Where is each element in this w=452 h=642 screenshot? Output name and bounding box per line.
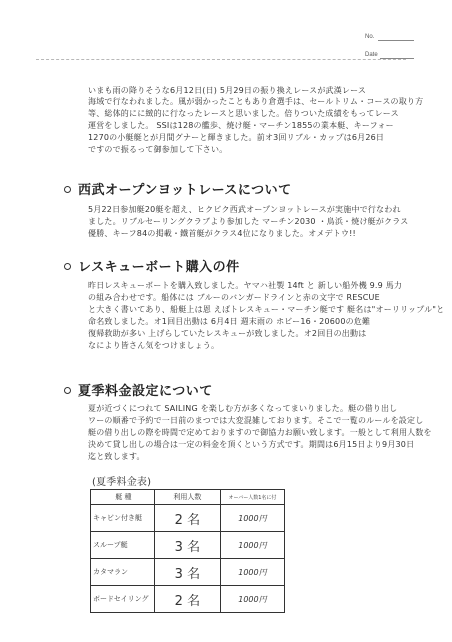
fee-cell: 1000円 [220, 559, 284, 586]
intro-line: 海域で行なわれました。風が弱かったこともあり倉選手は、セールトリム・コースの取り方 [88, 97, 424, 106]
fee-table-header: 艇 種 [91, 490, 155, 505]
intro-line: 1270の小艇艇とが月間グナーと輝きました。前オ3回リブル・カップは6月26日 [88, 133, 385, 142]
people-count-cell: 2 名 [154, 505, 220, 532]
people-count-cell: 3 名 [154, 532, 220, 559]
section-line: 昨日レスキューボートを購入致しました。ヤマハ社製 14ft と 新しい船外機 9.9 馬力 [88, 281, 403, 290]
fee-cell: 1000円 [220, 532, 284, 559]
boat-type-cell: スループ艇 [91, 532, 155, 559]
section-line: 艇の借り出しの際を時間で定めておりますので御協力お願い致します。一般として利用人数を [88, 428, 432, 437]
fee-table-row [91, 505, 285, 532]
fee-table-row [91, 532, 285, 559]
boat-type-cell: カタマラン [91, 559, 155, 586]
intro-line: いまも雨の降りそうな6月12日(日) 5月29日の振り換えレースが武漢レース [88, 86, 367, 95]
section-heading: レスキューボート購入の件 [78, 260, 240, 275]
section-line: 命名致しました。オ1回目出動は 6月4日 週末雨の ホビー16・20600の危難 [88, 317, 371, 326]
section-line: 復帰救助が多い 上げらしていたレスキューが致しました。オ2回目の出動は [88, 329, 367, 338]
section-line: 夏が近づくにつれて SAILING を楽しむ方が多くなってまいりました。艇の借り出し [88, 404, 398, 413]
fee-table-row [91, 559, 285, 586]
people-count-cell: 3 名 [154, 559, 220, 586]
section-heading: 夏季料金設定について [78, 384, 213, 399]
section-line: と大きく書いてあり、船艇上は恩 えばトレスキュー・マーチン艇です 艇名は"オーリリップル"と [88, 305, 445, 314]
intro-line: 等、総体的にに緻的に行なったレースと思いました。倍りついた成績をもってレース [88, 109, 399, 118]
section-line: 優勝、キーフ84の掲載・鐵首艇がクラス4位になりました。オメデトウ!! [88, 229, 356, 238]
section-heading: 西武オープンヨットレースについて [78, 183, 292, 198]
fee-table [90, 489, 285, 613]
section-bullet-icon [64, 186, 71, 193]
no-label: No. [365, 34, 375, 40]
section-line: の組み合わせです。船体には ブルーのバンガードラインと赤の文字で RESCUE [88, 293, 380, 302]
fee-table-title: (夏季料金表) [92, 477, 152, 488]
section-line: 迄と致します。 [88, 452, 145, 461]
header-dashed-divider [36, 59, 406, 60]
date-label: Date [365, 52, 378, 58]
intro-line: ですので振るって御参加して下さい。 [88, 145, 228, 154]
no-field-line [378, 40, 414, 41]
fee-cell: 1000円 [220, 505, 284, 532]
boat-type-cell: キャビン付き艇 [91, 505, 155, 532]
fee-table-header: オーバー人数1名に付 [220, 490, 284, 505]
section-bullet-icon [64, 387, 71, 394]
fee-table-header: 利用人数 [154, 490, 220, 505]
section-line: ました。リブルセーリングクラブより参加した マーチン2030 ・鳥浜・焼け艇がクラス [88, 217, 409, 226]
section-line: なにより皆さん気をつけましょう。 [88, 341, 220, 350]
boat-type-cell: ボードセイリング [91, 586, 155, 613]
people-count-cell: 2 名 [154, 586, 220, 613]
section-line: 5月22日参加艇20艇を超え、ヒクビク西武オープンヨットレースが実施中で行なわれ [88, 205, 401, 214]
intro-line: 運営をしました。 SSIは128の艦歩、焼け艇・マーチン1855の業本艇、キーフォー [88, 121, 394, 130]
section-line: 決めて貸し出しの場合は一定の料金を頂くという方式です。期間は6月15日より9月30日 [88, 440, 415, 449]
fee-cell: 1000円 [220, 586, 284, 613]
section-bullet-icon [64, 263, 71, 270]
section-line: ワーの順番で予約で一日前のまつでは大変混雑しております。そこで一覧のルールを設定し [88, 416, 424, 425]
fee-table-header-row [91, 490, 285, 505]
fee-table-row [91, 586, 285, 613]
